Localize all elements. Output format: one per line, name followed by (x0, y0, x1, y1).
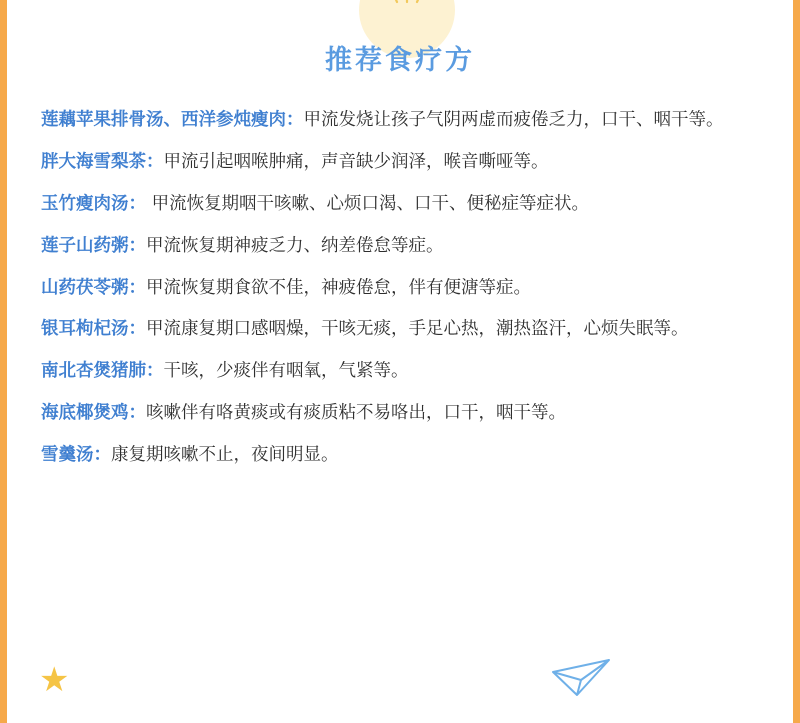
recipe-colon: ： (286, 110, 304, 130)
recipe-name: 胖大海雪梨茶 (41, 151, 146, 172)
list-item (41, 396, 759, 432)
recipe-description: 甲流发烧让孩子气阴两虚而疲倦乏力，口干、咽干等。 (303, 110, 724, 130)
recipe-name: 莲藕苹果排骨汤、西洋参炖瘦肉 (41, 110, 286, 130)
list-item (41, 229, 759, 265)
list-item (41, 312, 759, 348)
list-item (41, 145, 759, 181)
recipe-description: 甲流恢复期咽干咳嗽、心烦口渴、口干、便秘症等症状。 (146, 193, 590, 214)
page-title: 推荐食疗方 (325, 45, 475, 76)
recipe-name: 海底椰煲鸡 (41, 403, 129, 424)
recipe-description: 康复期咳嗽不止，夜间明显。 (111, 445, 339, 465)
list-item (41, 187, 759, 223)
recipe-name: 山药茯苓粥 (41, 277, 129, 298)
recipe-colon: ： (128, 319, 146, 340)
recipe-colon: ： (128, 277, 146, 298)
right-orange-rail (793, 0, 800, 723)
recipe-description: 甲流恢复期食欲不佳，神疲倦怠，伴有便溏等症。 (146, 277, 531, 298)
recipe-colon: ： (146, 151, 164, 172)
recipe-description: 甲流恢复期神疲乏力、纳差倦怠等症。 (146, 235, 444, 256)
recipe-description: 干咳，少痰伴有咽氧，气紧等。 (163, 361, 409, 382)
list-item (41, 271, 759, 307)
content-card (7, 0, 793, 723)
list-item (41, 354, 759, 390)
recipe-colon: ： (128, 235, 146, 256)
bottom-spacer (7, 717, 793, 723)
recipe-name: 银耳枸杞汤 (41, 319, 129, 340)
recipe-list (7, 103, 793, 474)
left-orange-rail (0, 0, 7, 723)
recipe-colon: ： (146, 361, 164, 382)
list-item (41, 438, 759, 474)
recipe-name: 南北杏煲猪肺 (41, 361, 146, 382)
paper-plane-icon (551, 655, 613, 699)
star-icon: ★ (39, 661, 70, 699)
recipe-description: 咳嗽伴有咯黄痰或有痰质粘不易咯出，口干，咽干等。 (146, 403, 566, 424)
recipe-description: 甲流康复期口感咽燥，干咳无痰，手足心热，潮热盗汗，心烦失眠等。 (146, 319, 689, 340)
footer-decorations (7, 633, 793, 723)
recipe-colon: ： (128, 193, 146, 214)
recipe-colon: ： (93, 445, 111, 465)
recipe-description: 甲流引起咽喉肿痛，声音缺少润泽，喉音嘶哑等。 (163, 151, 549, 172)
list-item (41, 103, 759, 139)
recipe-colon: ： (128, 403, 146, 424)
recipe-name: 玉竹瘦肉汤 (41, 193, 129, 214)
recipe-name: 莲子山药粥 (41, 235, 129, 256)
recipe-name: 雪羹汤 (41, 445, 94, 465)
